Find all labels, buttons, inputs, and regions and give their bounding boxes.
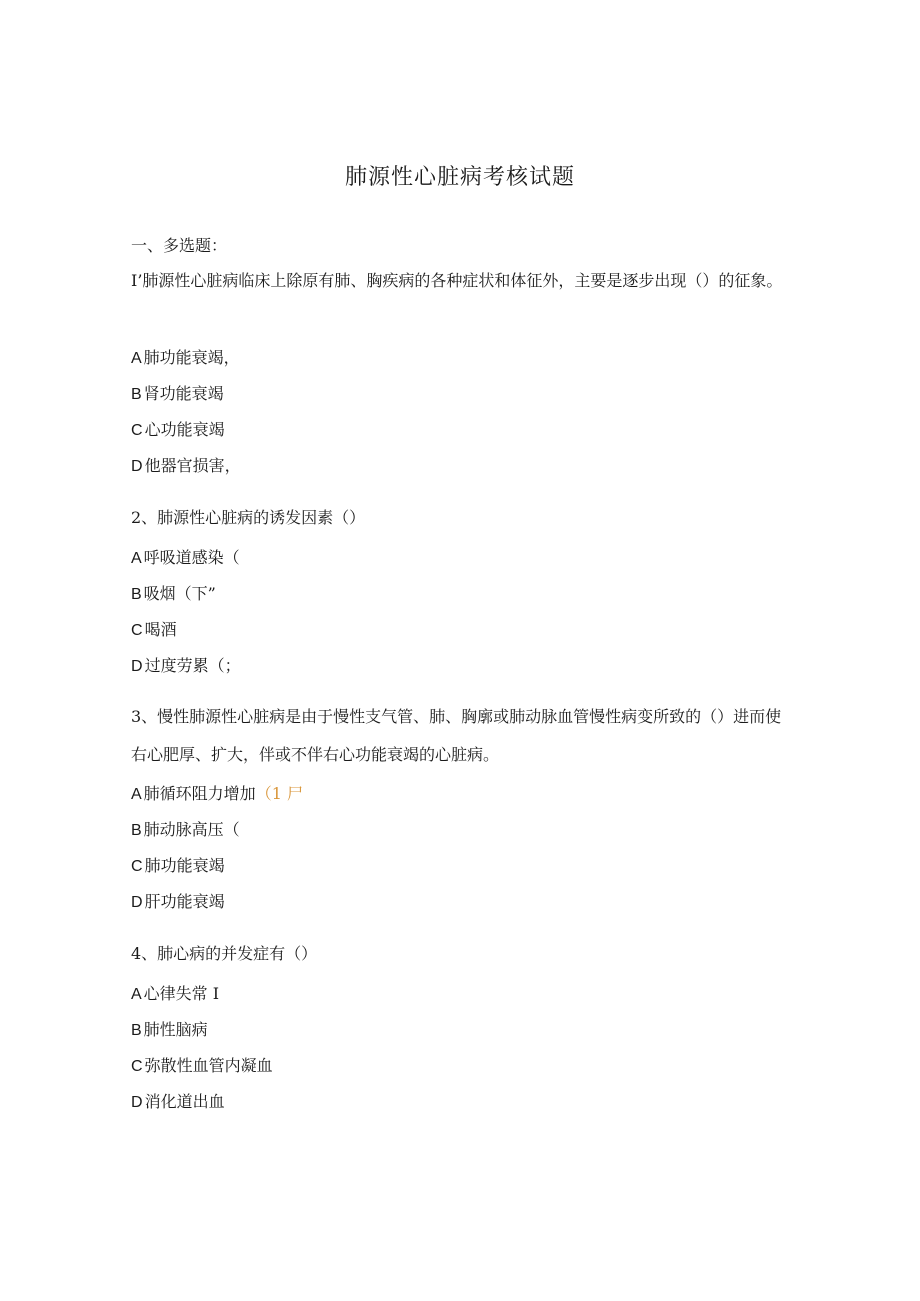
question-1-option-c [131,418,225,443]
question-2-stem: 2、肺源性心脏病的诱发因素（） [131,508,366,527]
question-2-option-c [131,618,177,643]
option-text: 肾功能衰竭 [143,384,224,403]
option-text: 心律失常 I [143,984,220,1003]
option-letter: B [131,822,142,839]
option-letter: D [131,658,143,675]
question-4-stem: 4、肺心病的并发症有（） [131,944,318,963]
option-text: 他器官损害， [144,456,241,475]
page-title: 肺源性心脏病考核试题 [344,165,575,190]
option-text: 肺功能衰竭 [144,856,225,875]
option-letter: B [131,1022,142,1039]
option-text: 肝功能衰竭 [144,892,225,911]
option-letter: B [131,586,142,603]
option-letter: D [131,458,143,475]
option-text: 喝酒 [144,620,177,639]
question-3-option-a [131,782,303,807]
question-2-option-a [131,546,240,571]
question-3-option-d [131,890,225,915]
option-text: 心功能衰竭 [144,420,225,439]
question-4-option-b [131,1018,208,1043]
question-1-option-b [131,382,224,407]
question-1-option-d [131,454,241,479]
option-text: 过度劳累（； [144,656,241,675]
option-letter: A [131,786,142,803]
option-letter: A [131,550,142,567]
question-3-stem: 3、慢性肺源性心脏病是由于慢性支气管、肺、胸廓或肺动脉血管慢性病变所致的（）进而使右心肥厚、扩大，伴或不伴右心功能衰竭的心脏病。 [131,707,782,764]
option-text: 肺功能衰竭， [143,348,240,367]
question-2-option-b [131,582,216,607]
option-text: 吸烟（下” [143,584,216,603]
option-letter: B [131,386,142,403]
option-letter: C [131,858,143,875]
question-3-option-c [131,854,225,879]
option-letter: A [131,350,142,367]
question-4-option-d [131,1090,225,1115]
option-letter: C [131,622,143,639]
question-1-option-a [131,346,240,371]
option-letter: C [131,1058,143,1075]
question-1-stem: I’肺源性心脏病临床上除原有肺、胸疾病的各种症状和体征外，主要是逐步出现（）的征象。 [131,271,783,290]
section-heading: 一、多选题： [131,236,228,255]
question-3-option-b [131,818,240,843]
option-letter: C [131,422,143,439]
option-annotation: （1 尸 [255,784,303,803]
option-letter: A [131,986,142,1003]
option-text: 弥散性血管内凝血 [144,1056,273,1075]
question-4-option-a [131,982,219,1007]
question-4-option-c [131,1054,273,1079]
option-text: 肺动脉高压（ [143,820,240,839]
option-text: 肺循环阻力增加 [143,784,256,803]
question-2-option-d [131,654,241,679]
option-letter: D [131,894,143,911]
option-text: 消化道出血 [144,1092,225,1111]
option-text: 肺性脑病 [143,1020,208,1039]
option-letter: D [131,1094,143,1111]
option-text: 呼吸道感染（ [143,548,240,567]
